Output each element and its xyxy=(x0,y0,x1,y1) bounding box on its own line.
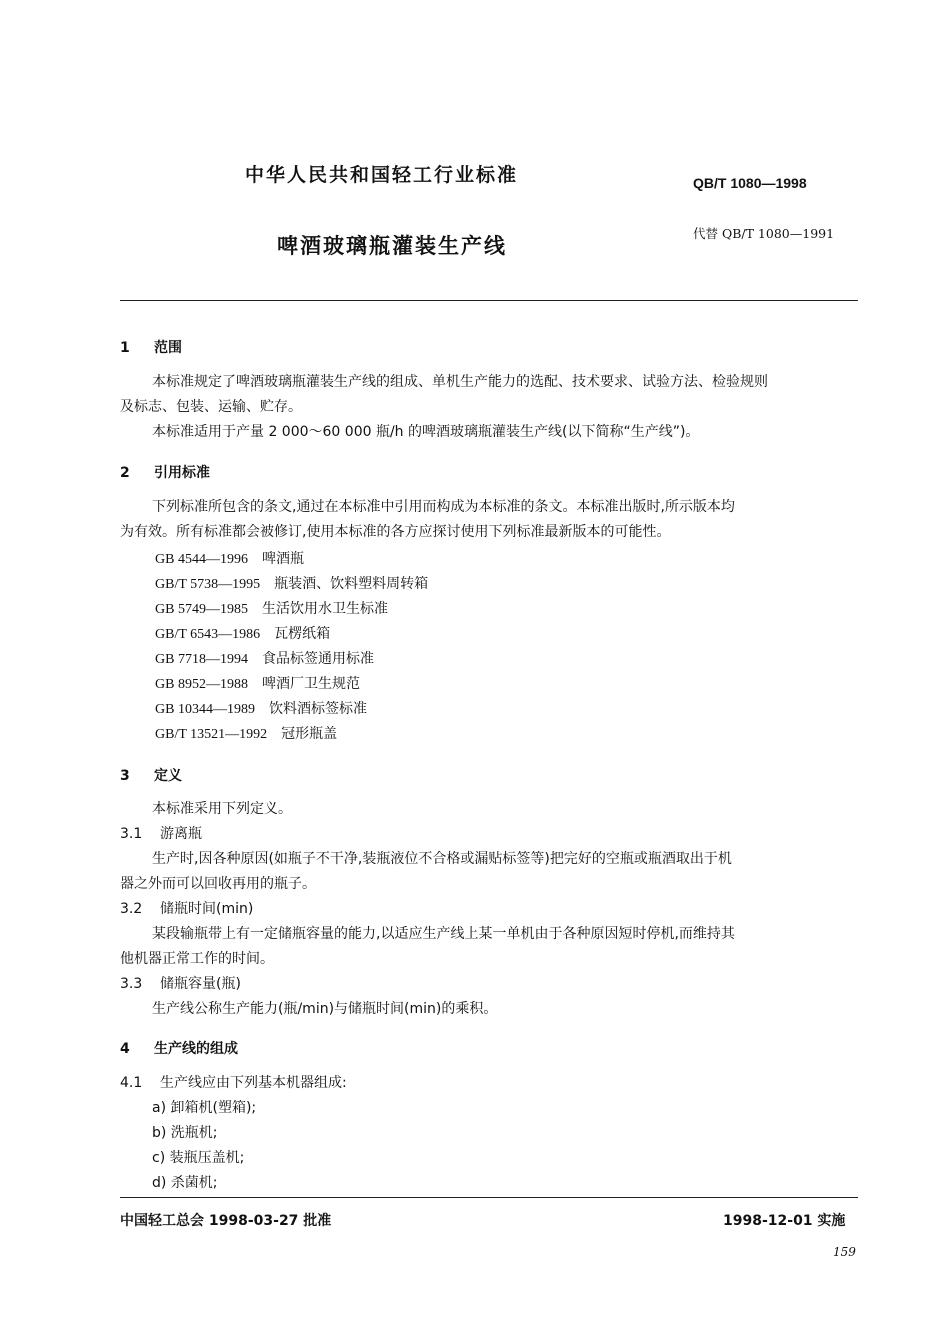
subsection-number: 3.2 xyxy=(120,901,143,917)
section-number: 4 xyxy=(120,1041,130,1057)
subsection-number: 4.1 xyxy=(120,1075,143,1091)
section-1-heading xyxy=(120,337,858,357)
reference-name: 冠形瓶盖 xyxy=(281,726,338,742)
effective-date: 1998-12-01 实施 xyxy=(723,1213,846,1229)
reference-name: 食品标签通用标准 xyxy=(261,651,374,667)
section-3-body xyxy=(120,797,858,1022)
paragraph-line: 生产时,因各种原因(如瓶子不干净,装瓶液位不合格或漏贴标签等)把完好的空瓶或瓶酒取出于机 xyxy=(152,851,732,867)
reference-name: 饮料酒标签标准 xyxy=(268,701,367,717)
reference-name: 啤酒瓶 xyxy=(261,551,304,567)
subsection-title: 储瓶容量(瓶) xyxy=(160,976,241,992)
reference-item xyxy=(155,723,893,748)
footer-divider xyxy=(120,1197,858,1198)
document-title: 啤酒玻璃瓶灌装生产线 xyxy=(277,234,507,258)
paragraph-line: 生产线公称生产能力(瓶/min)与储瓶时间(min)的乘积。 xyxy=(152,1001,498,1017)
reference-name: 生活饮用水卫生标准 xyxy=(261,601,388,617)
reference-item xyxy=(155,598,893,623)
subsection-title: 生产线应由下列基本机器组成: xyxy=(160,1075,347,1091)
section-2-heading xyxy=(120,462,858,482)
paragraph-line: 为有效。所有标准都会被修订,使用本标准的各方应探讨使用下列标准最新版本的可能性。 xyxy=(120,524,671,540)
header-divider xyxy=(120,300,858,301)
definition-3-3-heading xyxy=(120,972,858,997)
reference-code: GB 5749—1985 xyxy=(155,602,248,617)
subsection-title: 游离瓶 xyxy=(160,826,202,842)
definition-3-2-heading xyxy=(120,897,858,922)
section-3-heading xyxy=(120,765,858,785)
approval-note: 中国轻工总会 1998-03-27 批准 xyxy=(120,1213,332,1229)
list-item: b) 洗瓶机; xyxy=(152,1125,218,1141)
referenced-standards-list xyxy=(155,548,893,748)
paragraph-line: 本标准规定了啤酒玻璃瓶灌装生产线的组成、单机生产能力的选配、技术要求、试验方法、检验规则 xyxy=(152,374,768,390)
section-2-body xyxy=(120,495,858,545)
clause-4-1-heading xyxy=(120,1071,858,1096)
page-number: 159 xyxy=(833,1245,856,1259)
reference-code: GB 10344—1989 xyxy=(155,702,255,717)
reference-item xyxy=(155,573,893,598)
section-title: 引用标准 xyxy=(154,465,210,481)
paragraph-line: 某段输瓶带上有一定储瓶容量的能力,以适应生产线上某一单机由于各种原因短时停机,而维持其 xyxy=(152,926,735,942)
replaces-standard: 代替 QB/T 1080—1991 xyxy=(693,226,835,241)
section-number: 2 xyxy=(120,465,130,481)
section-title: 定义 xyxy=(154,768,182,784)
reference-item xyxy=(155,698,893,723)
reference-name: 瓦楞纸箱 xyxy=(274,626,331,642)
reference-code: GB 7718—1994 xyxy=(155,652,248,667)
issuing-body-heading: 中华人民共和国轻工行业标准 xyxy=(245,164,519,186)
reference-code: GB 4544—1996 xyxy=(155,552,248,567)
section-number: 3 xyxy=(120,768,130,784)
section-title: 生产线的组成 xyxy=(154,1041,238,1057)
paragraph-line: 及标志、包装、运输、贮存。 xyxy=(120,399,302,415)
reference-name: 瓶装酒、饮料塑料周转箱 xyxy=(274,576,429,592)
reference-item xyxy=(155,648,893,673)
section-4-heading xyxy=(120,1038,858,1058)
reference-item xyxy=(155,623,893,648)
standard-code: QB/T 1080—1998 xyxy=(693,175,807,191)
definition-3-1-heading xyxy=(120,822,858,847)
paragraph-line: 器之外而可以回收再用的瓶子。 xyxy=(120,876,316,892)
paragraph-line: 他机器正常工作的时间。 xyxy=(120,951,274,967)
reference-code: GB/T 5738—1995 xyxy=(155,577,261,592)
subsection-number: 3.3 xyxy=(120,976,143,992)
paragraph-line: 本标准适用于产量 2 000～60 000 瓶/h 的啤酒玻璃瓶灌装生产线(以下简称“生产线”)。 xyxy=(152,424,700,440)
subsection-number: 3.1 xyxy=(120,826,143,842)
reference-item xyxy=(155,673,893,698)
section-4-body xyxy=(120,1071,858,1196)
paragraph-line: 下列标准所包含的条文,通过在本标准中引用而构成为本标准的条文。本标准出版时,所示版本均 xyxy=(152,499,735,515)
list-item: a) 卸箱机(塑箱); xyxy=(152,1100,257,1116)
reference-name: 啤酒厂卫生规范 xyxy=(261,676,360,692)
reference-code: GB/T 6543—1986 xyxy=(155,627,261,642)
reference-code: GB 8952—1988 xyxy=(155,677,248,692)
section-title: 范围 xyxy=(154,340,182,356)
list-item: d) 杀菌机; xyxy=(152,1175,218,1191)
list-item: c) 装瓶压盖机; xyxy=(152,1150,245,1166)
reference-code: GB/T 13521—1992 xyxy=(155,727,268,742)
paragraph-line: 本标准采用下列定义。 xyxy=(152,801,292,817)
section-1-body xyxy=(120,370,858,445)
subsection-title: 储瓶时间(min) xyxy=(160,901,254,917)
section-number: 1 xyxy=(120,340,130,356)
reference-item xyxy=(155,548,893,573)
